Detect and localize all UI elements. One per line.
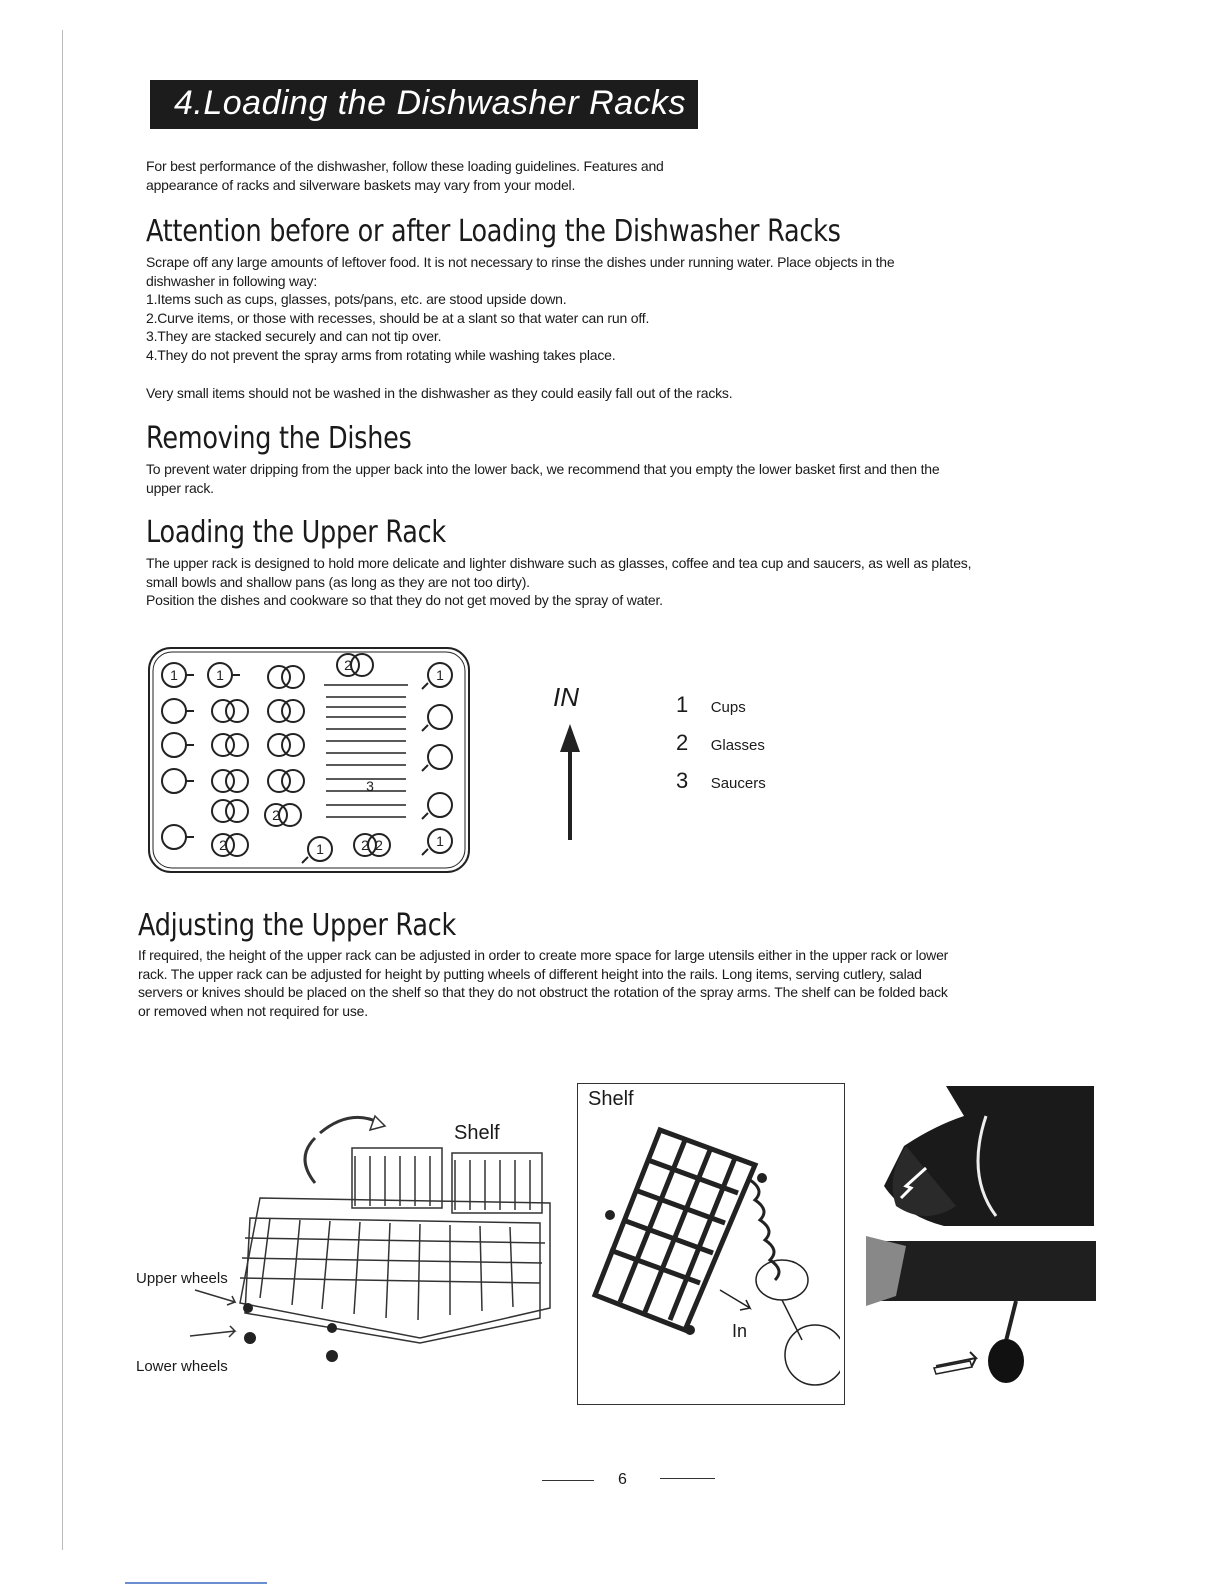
legend-number: 3 [676, 768, 689, 793]
adjusting-heading: Adjusting the Upper Rack [138, 908, 456, 943]
legend-label: Saucers [710, 775, 766, 792]
adjusting-line: rack. The upper rack can be adjusted for height by putting wheels of different height into the rails. Long items, serving cutlery, salad [138, 965, 922, 982]
upper-rack-line: small bowls and shallow pans (as long as they are not too dirty). [146, 573, 530, 590]
intro-line: For best performance of the dishwasher, follow these loading guidelines. Features and [146, 158, 664, 174]
diagram-mark: 2 [219, 837, 227, 853]
figure2-shelf-label: Shelf [588, 1088, 634, 1110]
adjusting-line: or removed when not required for use. [138, 1002, 368, 1019]
diagram-mark: 1 [316, 841, 324, 857]
diagram-mark: 2 [361, 837, 369, 853]
adjusting-line: servers or knives should be placed on the shelf so that they do not obstruct the rotation of the spray arms. The shelf can be folded back [138, 984, 948, 1000]
wheel-photo-figure [866, 1086, 1096, 1391]
attention-heading: Attention before or after Loading the Dishwasher Racks [146, 214, 841, 249]
legend-number: 1 [676, 692, 689, 717]
legend-label: Glasses [710, 737, 765, 754]
attention-line: 4.They do not prevent the spray arms from rotating while washing takes place. [146, 346, 616, 363]
diagram-mark: 3 [366, 778, 374, 794]
arrow-up-icon [558, 724, 582, 840]
attention-line: Scrape off any large amounts of leftover food. It is not necessary to rinse the dishes under running water. Place objects in the [146, 254, 895, 270]
upper-rack-line: The upper rack is designed to hold more delicate and lighter dishware such as glasses, coffee and tea cup and saucers, as well as plates, [146, 555, 972, 571]
figure2-in-label: In [732, 1321, 748, 1341]
footer-rule-right [660, 1478, 715, 1479]
footer-rule-left [542, 1480, 594, 1481]
upper-rack-text [146, 554, 971, 610]
legend-label: Cups [710, 699, 746, 716]
diagram-mark: 1 [216, 667, 224, 683]
diagram-mark: 1 [436, 833, 444, 849]
upper-wheels-label: Upper wheels [136, 1270, 228, 1287]
in-label: IN [553, 682, 579, 712]
attention-line: 1.Items such as cups, glasses, pots/pans, etc. are stood upside down. [146, 291, 567, 307]
legend-item [676, 692, 766, 730]
diagram-mark: 2 [375, 837, 383, 853]
diagram-mark: 1 [170, 667, 178, 683]
attention-line: dishwasher in following way: [146, 272, 318, 289]
attention-note: Very small items should not be washed in the dishwasher as they could easily fall out of the racks. [146, 385, 733, 401]
attention-line: 3.They are stacked securely and can not tip over. [146, 328, 442, 344]
legend [676, 692, 766, 806]
adjusting-text [138, 946, 948, 1020]
upper-rack-heading: Loading the Upper Rack [146, 515, 446, 550]
legend-item [676, 768, 766, 806]
legend-item [676, 730, 766, 768]
lower-wheels-label: Lower wheels [136, 1358, 228, 1375]
intro-text [146, 157, 664, 194]
shelf-detail-drawing [590, 1120, 840, 1395]
intro-line: appearance of racks and silverware baskets may vary from your model. [146, 176, 576, 193]
page-number: 6 [618, 1471, 627, 1488]
attention-line: 2.Curve items, or those with recesses, should be at a slant so that water can run off. [146, 309, 650, 326]
diagram-mark: 1 [436, 667, 444, 683]
rack-wheels-figure [170, 1108, 565, 1368]
page-title: 4.Loading the Dishwasher Racks [174, 84, 687, 122]
removing-text [146, 460, 939, 497]
upper-rack-line: Position the dishes and cookware so that they do not get moved by the spray of water. [146, 592, 663, 608]
diagram-mark: 2 [272, 807, 280, 823]
removing-line: upper rack. [146, 479, 214, 496]
legend-number: 2 [676, 730, 689, 755]
upper-rack-loading-diagram [146, 645, 472, 875]
diagram-mark: 2 [344, 657, 352, 673]
removing-heading: Removing the Dishes [146, 421, 412, 456]
scan-margin-line [62, 30, 63, 1550]
removing-line: To prevent water dripping from the upper back into the lower back, we recommend that you empty the lower basket first and then the [146, 461, 940, 477]
adjusting-line: If required, the height of the upper rack can be adjusted in order to create more space for large utensils either in the upper rack or lower [138, 947, 949, 963]
attention-text [146, 253, 894, 364]
figure1-shelf-label: Shelf [454, 1122, 500, 1144]
